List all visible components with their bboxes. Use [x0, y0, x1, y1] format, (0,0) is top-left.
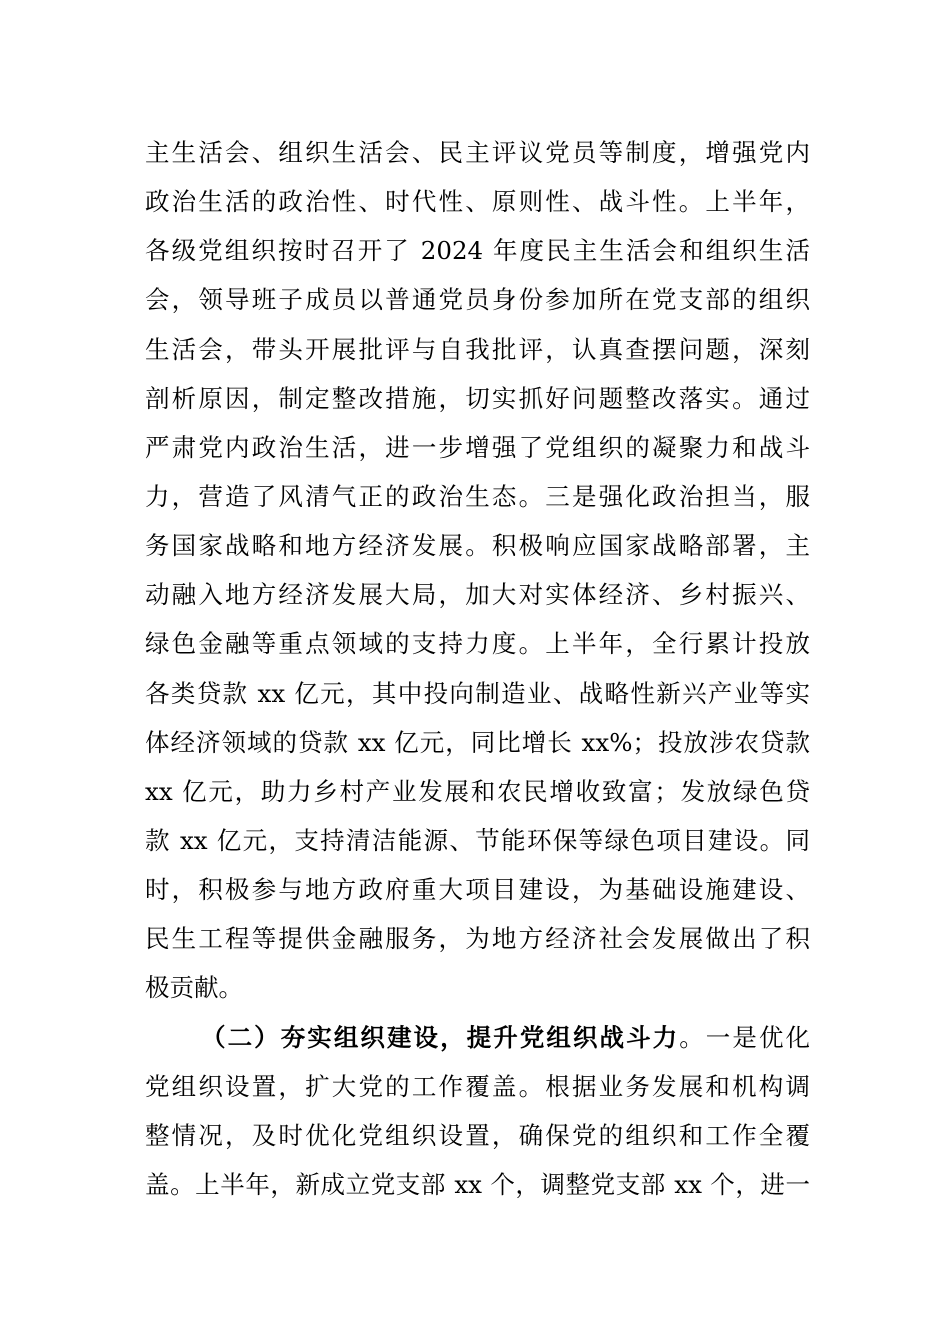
text-line-15: 款 xx 亿元，支持清洁能源、节能环保等绿色项目建设。同: [145, 825, 810, 855]
text-line-21: 盖。上半年，新成立党支部 xx 个，调整党支部 xx 个，进一: [145, 1169, 810, 1199]
text-line-16: 时，积极参与地方政府重大项目建设，为基础设施建设、: [145, 875, 810, 905]
section-heading: （二）夯实组织建设，提升党组织战斗力: [201, 1022, 680, 1052]
section-heading-continuation: 。一是优化: [679, 1022, 811, 1052]
text-line-2: 政治生活的政治性、时代性、原则性、战斗性。上半年，: [145, 187, 810, 217]
text-line-11: 绿色金融等重点领域的支持力度。上半年，全行累计投放: [145, 629, 810, 659]
section-heading-line: [145, 1013, 810, 1062]
text-line-13: 体经济领域的贷款 xx 亿元，同比增长 xx%；投放涉农贷款: [145, 727, 810, 757]
text-line-17: 民生工程等提供金融服务，为地方经济社会发展做出了积: [145, 924, 810, 954]
text-line-14: xx 亿元，助力乡村产业发展和农民增收致富；发放绿色贷: [145, 776, 810, 806]
text-line-12: 各类贷款 xx 亿元，其中投向制造业、战略性新兴产业等实: [145, 678, 810, 708]
text-line-3: 各级党组织按时召开了 2024 年度民主生活会和组织生活: [145, 236, 810, 266]
text-line-18: 极贡献。: [145, 973, 243, 1003]
body-text: [145, 128, 810, 1209]
text-line-9: 务国家战略和地方经济发展。积极响应国家战略部署，主: [145, 531, 810, 561]
text-line-8: 力，营造了风清气正的政治生态。三是强化政治担当，服: [145, 481, 810, 511]
text-line-6: 剖析原因，制定整改措施，切实抓好问题整改落实。通过: [145, 383, 810, 413]
text-line-10: 动融入地方经济发展大局，加大对实体经济、乡村振兴、: [145, 580, 810, 610]
text-line-19: 党组织设置，扩大党的工作覆盖。根据业务发展和机构调: [145, 1071, 810, 1101]
text-line-20: 整情况，及时优化党组织设置，确保党的组织和工作全覆: [145, 1120, 810, 1150]
text-line-7: 严肃党内政治生活，进一步增强了党组织的凝聚力和战斗: [145, 432, 810, 462]
text-line-1: 主生活会、组织生活会、民主评议党员等制度，增强党内: [145, 138, 810, 167]
text-line-5: 生活会，带头开展批评与自我批评，认真查摆问题，深刻: [145, 334, 810, 364]
text-line-4: 会，领导班子成员以普通党员身份参加所在党支部的组织: [145, 285, 810, 315]
